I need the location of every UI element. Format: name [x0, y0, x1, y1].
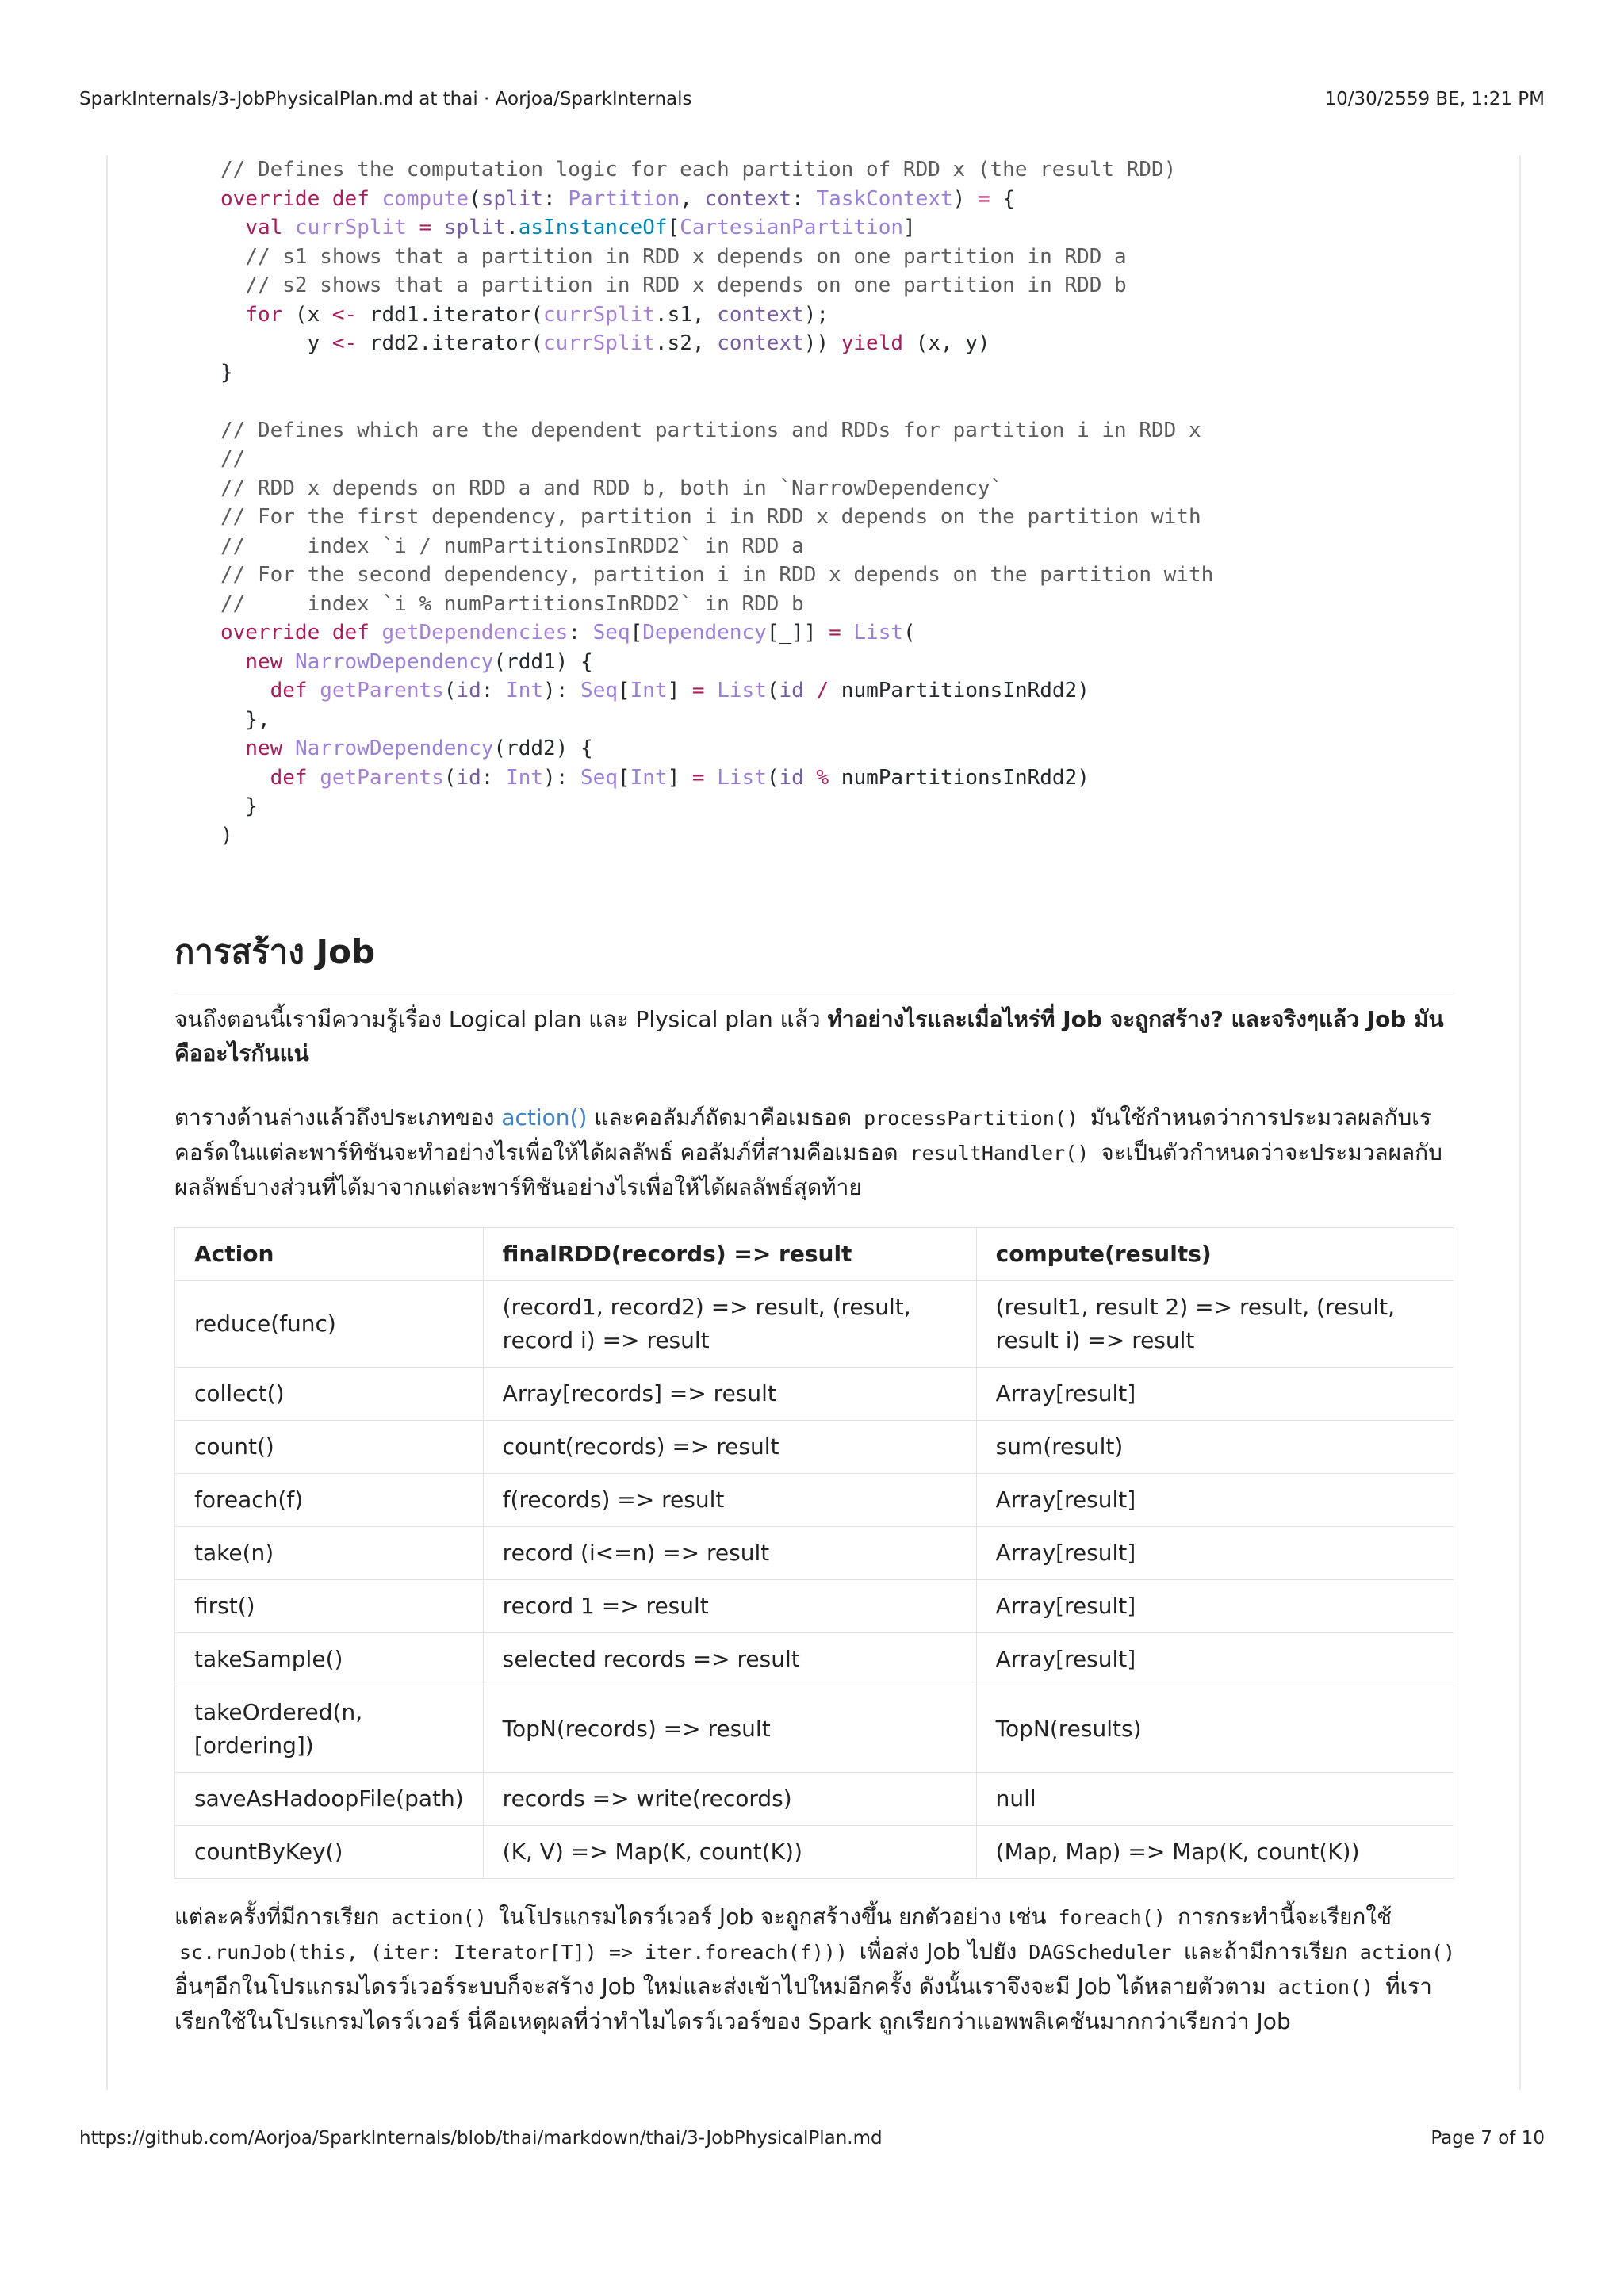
page-header-datetime: 10/30/2559 BE, 1:21 PM: [1324, 89, 1545, 109]
table-cell-compute: Array[result]: [976, 1527, 1454, 1580]
table-cell-finalrdd: record 1 => result: [483, 1580, 976, 1633]
table-cell-finalrdd: count(records) => result: [483, 1421, 976, 1474]
intro-question: ทำอย่างไรและเมื่อไหร่ที่ Job จะถูกสร้าง? และจริงๆแล้ว Job มันคืออะไรกันแน่: [174, 1006, 1444, 1066]
code-line: // index `i % numPartitionsInRDD2` in RDD b: [220, 591, 804, 616]
table-cell-action: take(n): [175, 1527, 484, 1580]
code-line: [220, 387, 1489, 416]
code-line: }: [220, 794, 258, 818]
table-cell-finalrdd: records => write(records): [483, 1773, 976, 1826]
code-line: val currSplit = split.asInstanceOf[CartesianPartition]: [245, 216, 916, 239]
code-line: def getParents(id: Int): Seq[Int] = List(id / numPartitionsInRdd2): [270, 679, 1090, 702]
inline-code-dagscheduler: DAGScheduler: [1028, 1941, 1172, 1964]
table-cell-compute: Array[result]: [976, 1474, 1454, 1527]
table-cell-finalrdd: (K, V) => Map(K, count(K)): [483, 1826, 976, 1879]
table-cell-action: saveAsHadoopFile(path): [175, 1773, 484, 1826]
code-line: // index `i / numPartitionsInRDD2` in RDD a: [220, 534, 804, 558]
table-row: [175, 1527, 1454, 1580]
code-block: [220, 155, 1489, 850]
inline-code-processPartition: processPartition(): [864, 1107, 1078, 1130]
code-line: new NarrowDependency(rdd2) {: [245, 737, 593, 760]
table-header-compute: compute(results): [976, 1228, 1454, 1281]
action-link[interactable]: action(): [501, 1104, 588, 1131]
table-cell-action: takeOrdered(n, [ordering]): [175, 1686, 484, 1773]
table-row: [175, 1633, 1454, 1686]
inline-code-action: action(): [1359, 1941, 1456, 1964]
action-table: [174, 1227, 1454, 1879]
inline-code-runjob: sc.runJob(this, (iter: Iterator[T]) => iter.foreach(f))): [179, 1941, 848, 1964]
table-header-action: Action: [175, 1228, 484, 1281]
code-line: ): [220, 823, 233, 848]
table-cell-action: foreach(f): [175, 1474, 484, 1527]
table-cell-compute: null: [976, 1773, 1454, 1826]
code-line: }: [220, 360, 233, 385]
table-row: [175, 1580, 1454, 1633]
inline-code-action: action(): [1277, 1976, 1374, 1999]
table-cell-action: collect(): [175, 1368, 484, 1421]
table-description-paragraph: ตารางด้านล่างแล้วถึงประเภทของ action() และคอลัมภ์ถัดมาคือเมธอด processPartition() มันใช้กำหนดว่าการประมวลผลกับเรคอร์ดในแต่ละพาร์ทิชันจะทำอย่างไรเพื่อให้ได้ผลลัพธ์ คอลัมภ์ที่สามคือเมธอด resultHandler() จะเป็นตัวกำหนดว่าจะประมวลผลกับผลลัพธ์บางส่วนที่ได้มาจากแต่ละพาร์ทิชันอย่างไรเพื่อให้ได้ผลลัพธ์สุดท้าย: [174, 1104, 1442, 1200]
inline-code-foreach: foreach(): [1058, 1906, 1166, 1929]
table-cell-action: first(): [175, 1580, 484, 1633]
table-row: [175, 1826, 1454, 1879]
code-line: def getParents(id: Int): Seq[Int] = List(id % numPartitionsInRdd2): [270, 765, 1090, 790]
section-heading: การสร้าง Job: [174, 926, 1454, 993]
table-row: [175, 1686, 1454, 1773]
code-line: // Defines which are the dependent partitions and RDDs for partition i in RDD x: [220, 418, 1201, 442]
code-line: override def getDependencies: Seq[Dependency[_]] = List(: [220, 621, 916, 645]
code-line: for (x <- rdd1.iterator(currSplit.s1, context);: [245, 302, 829, 327]
table-cell-finalrdd: selected records => result: [483, 1633, 976, 1686]
table-header-finalrdd: finalRDD(records) => result: [483, 1228, 976, 1281]
table-cell-action: takeSample(): [175, 1633, 484, 1686]
table-cell-compute: Array[result]: [976, 1633, 1454, 1686]
page-footer-number: Page 7 of 10: [1431, 2128, 1545, 2149]
table-cell-action: countByKey(): [175, 1826, 484, 1879]
table-cell-finalrdd: record (i<=n) => result: [483, 1527, 976, 1580]
print-header: [79, 86, 1545, 113]
table-cell-compute: (result1, result 2) => result, (result, result i) => result: [976, 1281, 1454, 1368]
code-line: y <- rdd2.iterator(currSplit.s2, context)) yield (x, y): [220, 331, 990, 355]
inline-code-resultHandler: resultHandler(): [910, 1142, 1090, 1165]
table-cell-action: reduce(func): [175, 1281, 484, 1368]
table-cell-compute: Array[result]: [976, 1580, 1454, 1633]
print-footer: [79, 2125, 1545, 2152]
table-row: [175, 1421, 1454, 1474]
table-row: [175, 1773, 1454, 1826]
table-row: [175, 1474, 1454, 1527]
code-line: // RDD x depends on RDD a and RDD b, both in `NarrowDependency`: [220, 476, 1003, 500]
table-cell-finalrdd: (record1, record2) => result, (result, record i) => result: [483, 1281, 976, 1368]
code-line: // For the first dependency, partition i in RDD x depends on the partition with: [220, 505, 1201, 529]
table-cell-finalrdd: TopN(records) => result: [483, 1686, 976, 1773]
table-cell-finalrdd: f(records) => result: [483, 1474, 976, 1527]
code-line: // For the second dependency, partition i in RDD x depends on the partition with: [220, 563, 1214, 587]
code-line: override def compute(split: Partition, context: TaskContext) = {: [220, 186, 1015, 211]
table-cell-compute: TopN(results): [976, 1686, 1454, 1773]
table-cell-compute: sum(result): [976, 1421, 1454, 1474]
code-line: // Defines the computation logic for each partition of RDD x (the result RDD): [220, 158, 1177, 182]
table-cell-action: count(): [175, 1421, 484, 1474]
code-line: new NarrowDependency(rdd1) {: [245, 649, 593, 674]
table-row: [175, 1368, 1454, 1421]
table-cell-compute: (Map, Map) => Map(K, count(K)): [976, 1826, 1454, 1879]
code-line: //: [220, 447, 246, 471]
code-line: // s2 shows that a partition in RDD x depends on one partition in RDD b: [245, 274, 1127, 297]
markdown-article: [106, 155, 1521, 2090]
code-line: // s1 shows that a partition in RDD x depends on one partition in RDD a: [245, 244, 1127, 269]
table-row: [175, 1281, 1454, 1368]
intro-paragraph: จนถึงตอนนี้เรามีความรู้เรื่อง Logical plan และ Plysical plan แล้ว ทำอย่างไรและเมื่อไหร่ที่ Job จะถูกสร้าง? และจริงๆแล้ว Job มันคืออะไรกันแน่: [174, 1006, 1444, 1066]
table-header-row: [175, 1228, 1454, 1281]
table-cell-compute: Array[result]: [976, 1368, 1454, 1421]
inline-code-action: action(): [391, 1906, 487, 1929]
page-footer-url: https://github.com/Aorjoa/SparkInternals/blob/thai/markdown/thai/3-JobPhysicalPlan.md: [79, 2128, 883, 2149]
page-header-title: SparkInternals/3-JobPhysicalPlan.md at thai · Aorjoa/SparkInternals: [79, 89, 692, 109]
code-line: },: [220, 707, 270, 732]
job-explanation-paragraph: แต่ละครั้งที่มีการเรียก action() ในโปรแกรมไดรว์เวอร์ Job จะถูกสร้างขึ้น ยกตัวอย่าง เช่น foreach() การกระทำนี้จะเรียกใช้ sc.runJob(this, (iter: Iterator[T]) => iter.foreach(f))) เพื่อส่ง Job ไปยัง DAGScheduler และถ้ามีการเรียก action() อื่นๆอีกในโปรแกรมไดรว์เวอร์ระบบก็จะสร้าง Job ใหม่และส่งเข้าไปใหม่อีกครั้ง ดังนั้นเราจึงจะมี Job ได้หลายตัวตาม action() ที่เราเรียกใช้ในโปรแกรมไดรว์เวอร์ นี่คือเหตุผลที่ว่าทำไมไดรว์เวอร์ของ Spark ถูกเรียกว่าแอพพลิเคชันมากกว่าเรียกว่า Job: [174, 1900, 1475, 2038]
table-cell-finalrdd: Array[records] => result: [483, 1368, 976, 1421]
